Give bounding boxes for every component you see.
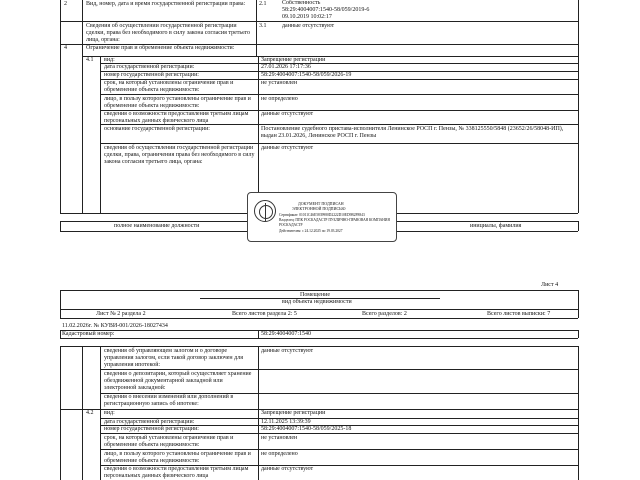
row-num: 4 bbox=[64, 45, 67, 51]
stamp-title: ДОКУМЕНТ ПОДПИСАН bbox=[298, 201, 344, 206]
field-label: сведения о возможности предоставления третьим лицам персональных данных физического лица bbox=[104, 111, 249, 124]
field-label: сведения об осуществлении государственной регистрации сделки, права, ограничения права без необходимого в силу закона согласия третьего лица, органа: bbox=[104, 145, 255, 165]
position-caption: полное наименование должности bbox=[114, 223, 200, 229]
emblem-icon bbox=[254, 200, 276, 222]
field-value: 12.11.2025 13:39:39 bbox=[261, 419, 311, 425]
field-label: сведения о депозитарии, который осуществляет хранение обездвиженной документарной закладной или электронной закладной: bbox=[104, 371, 252, 391]
stamp-subtitle: ЭЛЕКТРОННОЙ ПОДПИСЬЮ bbox=[292, 206, 346, 211]
e-signature-stamp bbox=[247, 192, 397, 242]
sheet-number: Лист № 2 раздела 2 bbox=[96, 311, 146, 317]
field-value: не установлен bbox=[261, 80, 298, 86]
field-value: данные отсутствуют bbox=[261, 111, 314, 117]
document-ref: 11.02.2026г. № КУВИ-001/2026-18027434 bbox=[62, 323, 168, 329]
field-label: вид: bbox=[104, 410, 115, 416]
field-value: не определено bbox=[261, 96, 298, 102]
field-value: данные отсутствуют bbox=[261, 145, 314, 151]
field-label: сведения о внесении изменений или дополнений в регистрационную запись об ипотеке: bbox=[104, 394, 234, 407]
field-label: основание государственной регистрации: bbox=[104, 126, 210, 132]
section-subtitle: вид объекта недвижимости bbox=[282, 299, 352, 305]
name-caption: инициалы, фамилия bbox=[470, 223, 522, 229]
section-title: Помещение bbox=[300, 292, 331, 298]
cadastral-value: 58:29:4004007:1540 bbox=[261, 331, 312, 337]
row-label: Ограничение прав и обременение объекта недвижимости: bbox=[86, 45, 235, 51]
stamp-line: Действителен: с 24.12.2025 по 19.03.2027 bbox=[279, 229, 343, 233]
field-value: не определено bbox=[261, 451, 298, 457]
field-value: Запрещение регистрации bbox=[261, 410, 326, 416]
field-label: срок, на который установлены ограничение прав и обременение объекта недвижимости: bbox=[104, 80, 234, 93]
stamp-line: РОСКАДАСТР bbox=[279, 223, 303, 227]
field-value: не установлен bbox=[261, 435, 298, 441]
field-value: 58:29:4004007:1540-58/059/2026-19 bbox=[261, 72, 352, 78]
field-label: сведения об управляющем залогом и о договоре управления залогом, если такой договор заключен для управления ипотекой: bbox=[104, 348, 243, 368]
block-num: 4.1 bbox=[86, 57, 94, 63]
field-value: 58:29:4004007:1540-58/059/2025-18 bbox=[261, 426, 352, 432]
field-value: 27.01.2026 17:17:36 bbox=[261, 64, 311, 70]
row-label: Сведения об осуществлении государственной регистрации сделки, права без необходимого в силу закона согласия третьего лица, органа: bbox=[86, 23, 251, 43]
field-label: дата государственной регистрации: bbox=[104, 64, 195, 70]
row-label: Вид, номер, дата и время государственной регистрации права: bbox=[86, 1, 246, 7]
row-sub: 3.1 bbox=[259, 23, 267, 29]
field-value: Постановление судебного пристава-исполнителя Ленинское РОСП г. Пензы, № 338125550/5848 (23652/26/58048-ИП), выдан 23.01.2026, Ленинское РОСП г. Пензы bbox=[261, 126, 564, 139]
field-label: лицо, в пользу которого установлены ограничение прав и обременение объекта недвижимости: bbox=[104, 96, 251, 109]
sheet-label: Лист 4 bbox=[541, 282, 559, 288]
row-value: 58:29:4004007:1540-58/059/2019-6 bbox=[282, 7, 370, 13]
row-value: данные отсутствуют bbox=[282, 23, 335, 29]
field-label: номер государственной регистрации: bbox=[104, 72, 199, 78]
row-num: 2 bbox=[64, 1, 67, 7]
field-value: Запрещение регистрации bbox=[261, 57, 326, 63]
field-label: вид: bbox=[104, 57, 115, 63]
field-label: лицо, в пользу которого установлены ограничение прав и обременение объекта недвижимости: bbox=[104, 451, 251, 464]
total-sections: Всего разделов: 2 bbox=[362, 311, 407, 317]
field-value: данные отсутствуют bbox=[261, 348, 314, 354]
field-label: сведения о возможности предоставления третьим лицам персональных данных физического лица bbox=[104, 466, 249, 479]
total-sheets-section: Всего листов раздела 2: 5 bbox=[232, 311, 297, 317]
row-value: Собственность bbox=[282, 0, 321, 6]
field-label: дата государственной регистрации: bbox=[104, 419, 195, 425]
field-label: срок, на который установлены ограничение прав и обременение объекта недвижимости: bbox=[104, 435, 234, 448]
total-sheets: Всего листов выписки: 7 bbox=[487, 311, 551, 317]
cadastral-label: Кадастровый номер: bbox=[62, 331, 115, 337]
stamp-line: Сертификат: 01011C46E5839980D2222D10ED9B2F8843 bbox=[279, 213, 365, 217]
row-value: 09.10.2019 10:02:17 bbox=[282, 14, 332, 20]
field-label: номер государственной регистрации: bbox=[104, 426, 199, 432]
row-sub: 2.1 bbox=[259, 1, 267, 7]
stamp-line: Владелец: ППК РОСКАДАСТР ПУБЛИЧНО-ПРАВОВАЯ КОМПАНИЯ bbox=[279, 218, 390, 222]
block-num: 4.2 bbox=[86, 410, 94, 416]
field-value: данные отсутствуют bbox=[261, 466, 314, 472]
